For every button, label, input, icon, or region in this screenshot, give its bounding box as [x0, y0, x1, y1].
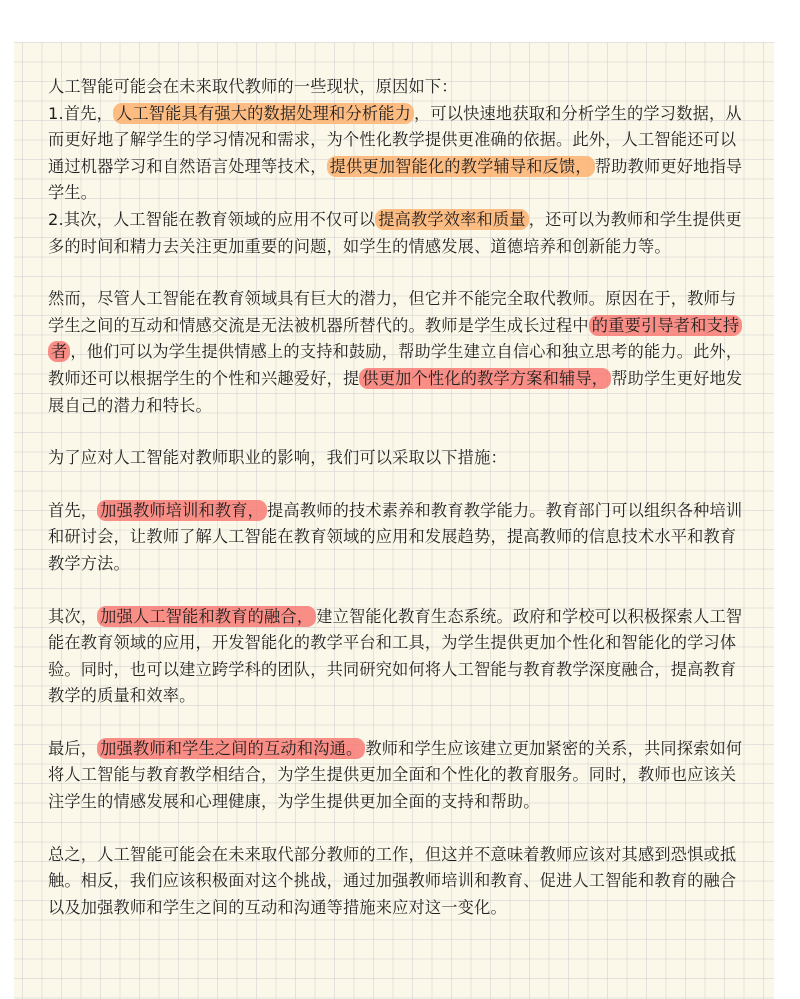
point-1-text-c: 帮助教师更好地指导学生。 [48, 156, 743, 203]
measure-2-text-b: 建立智能化教育生态系统。政府和学校可以积极探索人工智能在教育领域的应用，开发智能化的教学平台和工具，为学生提供更加个性化和智能化的学习体验。同时，也可以建立跨学科的团队，共同研究如何将人工智能与教育教学深度融合，提高教育教学的质量和效率。 [48, 606, 743, 706]
measure-3-paragraph [48, 736, 752, 816]
measure-3-text-a: 最后， [48, 738, 98, 758]
highlight-personalized-plan: 供更加个性化的教学方案和辅导， [359, 368, 611, 389]
paragraph-gap [48, 578, 752, 604]
point-2-text-b: ，还可以为教师和学生提供更多的时间和精力去关注更加重要的问题，如学生的情感发展、道德培养和创新能力等。 [48, 209, 742, 256]
paragraph-gap [48, 710, 752, 736]
measure-1-text-b: 提高教师的技术素养和教育教学能力。教育部门可以组织各种培训和研讨会，让教师了解人工智能在教育领域的应用和发展趋势，提高教师的信息技术水平和教育教学方法。 [48, 500, 743, 573]
measures-intro: 为了应对人工智能对教师职业的影响，我们可以采取以下措施： [48, 448, 507, 468]
highlight-teacher-student-interaction: 加强教师和学生之间的互动和沟通。 [97, 738, 365, 759]
highlight-teaching-efficiency: 提高教学效率和质量 [375, 209, 529, 230]
point-2-text-a: 2.其次，人工智能在教育领域的应用不仅可以 [48, 209, 376, 229]
measure-2-paragraph [48, 604, 752, 710]
paragraph-gap [48, 260, 752, 286]
however-text-b: ，他们可以为学生提供情感上的支持和鼓励，帮助学生建立自信心和独立思考的能力。此外，教师还可以根据学生的个性和兴趣爱好，提 [48, 342, 743, 388]
paragraph-gap [48, 472, 752, 498]
conclusion-paragraph: 总之，人工智能可能会在未来取代部分教师的工作，但这并不意味着教师应该对其感到恐惧或抵触。相反，我们应该积极面对这个挑战，通过加强教师培训和教育、促进人工智能和教育的融合以及加强教师和学生之间的互动和沟通等措施来应对这一变化。 [48, 844, 737, 917]
highlight-guide-supporter: 的重要引导者和支持者 [48, 315, 742, 363]
however-paragraph [48, 286, 752, 419]
highlight-data-processing: 人工智能具有强大的数据处理和分析能力 [113, 103, 414, 124]
measure-1-text-a: 首先， [48, 500, 98, 520]
highlight-ai-education-fusion: 加强人工智能和教育的融合， [97, 606, 316, 627]
measure-1-paragraph [48, 498, 752, 578]
paragraph-gap [48, 419, 752, 445]
point-1-text-b: ，可以快速地获取和分析学生的学习数据，从而更好地了解学生的学习情况和需求，为个性化教学提供更准确的依据。此外，人工智能还可以通过机器学习和自然语言处理等技术， [48, 103, 742, 176]
point-2-paragraph [48, 207, 752, 260]
measure-2-text-a: 其次， [48, 606, 98, 626]
highlight-intelligent-tutoring: 提供更加智能化的教学辅导和反馈， [327, 156, 595, 177]
point-1-text-a: 1.首先， [48, 103, 114, 123]
paragraph-gap [48, 816, 752, 842]
measure-3-text-b: 教师和学生应该建立更加紧密的关系，共同探索如何将人工智能与教育教学相结合，为学生提供更加全面和个性化的教育服务。同时，教师也应该关注学生的情感发展和心理健康，为学生提供更加全面的支持和帮助。 [48, 738, 743, 812]
point-1-paragraph [48, 101, 752, 207]
highlight-teacher-training: 加强教师培训和教育， [97, 500, 267, 521]
intro-line: 人工智能可能会在未来取代教师的一些现状，原因如下： [48, 77, 458, 96]
however-text-c: 帮助学生更好地发展自己的潜力和特长。 [48, 368, 743, 415]
however-text-a: 然而，尽管人工智能在教育领域具有巨大的潜力，但它并不能完全取代教师。原因在于，教师与学生之间的互动和情感交流是无法被机器所替代的。教师是学生成长过程中 [48, 289, 737, 335]
note-content [48, 74, 752, 921]
note-page [14, 42, 774, 999]
